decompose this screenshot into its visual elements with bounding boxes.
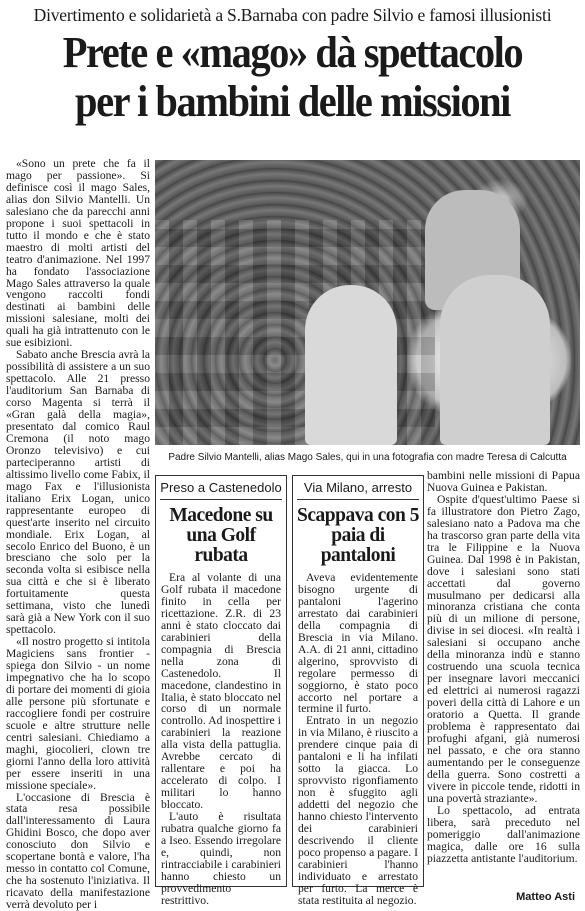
headline [23,28,561,126]
kicker: Divertimento e solidarietà a S.Barnaba con padre Silvio e famosi illusionisti [33,5,552,25]
news-box-via-milano [292,475,424,907]
photo [155,160,580,445]
paragraph: «Il nostro progetto si intitola Magiciens sans frontier - spiega don Silvio - un nome impegnativo che ha lo scopo di portare dei momenti di gioia alle persone più sfortunate e raccogliere fondi per costruire scuole e altre strutture nelle centri salesiani. Chiediamo a maghi, giocolieri, clown tre giorni l'anno della loro attività per essere inseriti in una missione speciale». [6,635,150,792]
paragraph: Aveva evidentemente bisogno urgente di pantaloni l'agerino arrestato dai carabinieri della compagnia di Brescia in via Milano. A.A. di 21 anni, cittadino algerino, sprovvisto di regolare permesso di soggiorno, è stato poco accorto nel portare a termine il furto. [298,571,418,716]
photo-caption: Padre Silvio Mantelli, alias Mago Sales, qui in una fotografia con madre Teresa di Calcutta [168,452,567,463]
photo-nun-left [305,285,397,445]
box-body [293,572,423,907]
article-left-column [6,157,150,911]
paragraph: Era al volante di una Golf rubata il macedone finito in cella per ricettazione. Z.R. di 23 anni è stato cloccato dai carabinieri della compagnia di Brescia nella zona di Castenedolo. Il macedone, clandestino in Italia, è stato bloccato nel corso di un normale controllo. Ad inospettire i carabinieri la reazione alla vista della pattuglia. Avrebbe cercato di rallentare e poi ha accelerato di colpo. I militari lo hanno bloccato. [161,571,281,812]
author-signature: Matteo Asti [516,891,575,903]
news-box-castenedolo [155,475,287,907]
paragraph: Sabato anche Brescia avrà la possibilità di assistere a un suo spettacolo. Alle 21 presso l'auditorium San Barnaba di corso Magenta si terrà il «Gran galà della magia», presentato dal comico Raul Cremona (il noto mago Oronzo televisivo) e cui parteciperanno artisti di altissimo livello come Fabix, il mago Fax e l'illusionista italiano Erix Logan, unico rappresentante europeo di quest'arte inserito nel circuito mondiale. Erix Logan, al secolo Enrico del Buono, è un bresciano che solo per la seconda volta si esibisce nella sua città e che si è liberato fortuitamente questa settimana, visto che lunedì sarà già a New York con il suo spettacolo. [6,348,150,637]
paragraph: Entrato in un negozio in via Milano, è riuscito a prendere cinque paia di pantaloni e li ha infilati sotto la giacca. Lo sprovvisto rigonfiamento non è sfuggito agli addetti del negozio che hanno chiesto l'intervento dei carabinieri descrivendo il cliente poco propenso a pagare. I carabinieri l'hanno individuato e arrestato per furto. La merce è stata restituita al negozio. [298,714,418,907]
article-right-column [427,470,580,885]
headline-line-2: per i bambini delle missioni [75,77,510,126]
paragraph: Lo spettacolo, ad entrata libera, sarà preceduto nel pomeriggio dall'animazione magica, dalle ore 16 sulla piazzetta antistante l'auditorium. [427,803,580,865]
paragraph: L'occasione di Brescia è stata resa possibile dall'interessamento di Laura Ghidini Bosco, che dopo aver conosciuto don Silvio e scopertane bontà e valore, l'ha messo in contatto col Comune, che ha sostenuto l'iniziativa. Il ricavato della manifestazione verrà devoluto per i [6,790,150,911]
box-place: Preso a Castenedolo [160,479,282,500]
headline-line-1: Prete e «mago» dà spettacolo [62,28,523,77]
box-title: Macedone su una Golf rubata [169,505,273,566]
box-body [156,572,286,907]
paragraph: L'auto è risultata rubatra qualche giorno fa a Iseo. Essendo irregolare e, quindi, non rintracciabile i carabinieri hanno chiesto un provvedimento restrittivo. [161,810,281,907]
box-place: Via Milano, arresto [297,479,419,500]
paragraph: bambini nelle missioni di Papua Nuova Guinea e Pakistan. [427,469,580,494]
paragraph: «Sono un prete che fa il mago per passione». Si definisce così il mago Sales, alias don Silvio Mantelli. Un salesiano che da parecchi anni propone i suoi spettacoli in tutto il mondo e che è stato maestro di molti artisti del teatro d'animazione. Nel 1997 ha fondato l'associazione Mago Sales attraverso la quale vengono raccolti fondi destinati ai bambini delle missioni salesiane, molti dei quali ha già intrattenuto con le sue esibizioni. [6,157,150,350]
photo-nun-right [440,275,550,445]
box-title: Scappava con 5 paia di pantaloni [297,505,419,566]
paragraph: Ospite d'quest'ultimo Paese si fa illustratore don Pietro Zago, salesiano nato a Padova ma che ha trascorso gran parte della vita tra le Filippine e la Nuova Guinea. Dal 1998 è in Pakistan, dove i salesiani sono stati accettati dal governo musulmano per dedicarsi alla minoranza cristiana che conta più di un milione di persone, divise in sei diocesi. «In realtà i salesiani si occupano anche della minoranza indù e stanno costruendo una scuola tecnica per insegnare lavori meccanici ed elettrici ai numerosi ragazzi poveri della città di Lahore e un oratorio a Quetta. Il grande problema è rappresentato dai profughi afgani, già numerosi nel passato, e che ora stanno aumentando per le conseguenze della guerra. Sono costretti a vivere in piccole tende, ridotti in una povertà straziante». [427,492,580,805]
